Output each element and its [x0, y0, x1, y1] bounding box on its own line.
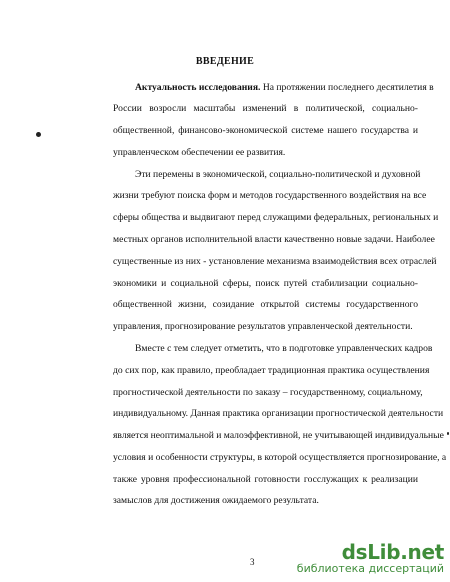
text-line: существенные из них - установление механизма взаимодействия всех отраслей: [113, 256, 437, 267]
text-line: замыслов для достижения ожидаемого результата.: [113, 495, 319, 506]
text-line: прогностической деятельности по заказу – государственному, социальному,: [113, 387, 423, 398]
text-line: общественной жизни, созидание открытой системы государственного: [113, 299, 418, 310]
watermark-tagline: библиотека диссертаций: [296, 562, 444, 575]
text-line: жизни требуют поиска форм и методов государственного воздействия на все: [113, 190, 427, 201]
watermark: [296, 540, 444, 578]
text-line: условия и особенности структуры, в которой осуществляется прогнозирование, а: [113, 452, 447, 463]
text-line: экономики и социальной сферы, поиск путей стабилизации социально-: [113, 278, 418, 289]
text-line: управления, прогнозирование результатов управленческой деятельности.: [113, 321, 413, 332]
text-line: управленческом обеспечении ее развития.: [113, 147, 286, 158]
binding-hole-mark: [36, 132, 41, 137]
watermark-logo: dsLib.net: [341, 540, 444, 564]
page-number: 3: [250, 557, 255, 567]
scan-speck: [447, 432, 449, 435]
text-line: [135, 81, 434, 94]
lead-rest: На протяжении последнего десятилетия в: [262, 82, 434, 93]
text-line: также уровня профессиональной готовности госслужащих к реализации: [113, 474, 418, 485]
page-heading: ВВЕДЕНИЕ: [195, 56, 255, 67]
text-line: до сих пор, как правило, преобладает традиционная практика осуществления: [113, 365, 430, 376]
text-line: Эти перемены в экономической, социально-политической и духовной: [135, 169, 421, 180]
text-line: сферы общества и выдвигают перед служащими федеральных, региональных и: [113, 212, 439, 223]
text-line: Вместе с тем следует отметить, что в подготовке управленческих кадров: [135, 343, 433, 354]
text-line: является неоптимальной и малоэффективной, не учитывающей индивидуальные: [113, 430, 444, 441]
text-line: общественной, финансово-экономической системе нашего государства и: [113, 125, 418, 136]
text-line: местных органов исполнительной власти качественно новые задачи. Наиболее: [113, 234, 435, 245]
text-line: России возросли масштабы изменений в политической, социально-: [113, 103, 418, 114]
text-line: индивидуальному. Данная практика организации прогностической деятельности: [113, 408, 444, 419]
lead-phrase: Актуальность исследования.: [135, 82, 261, 93]
